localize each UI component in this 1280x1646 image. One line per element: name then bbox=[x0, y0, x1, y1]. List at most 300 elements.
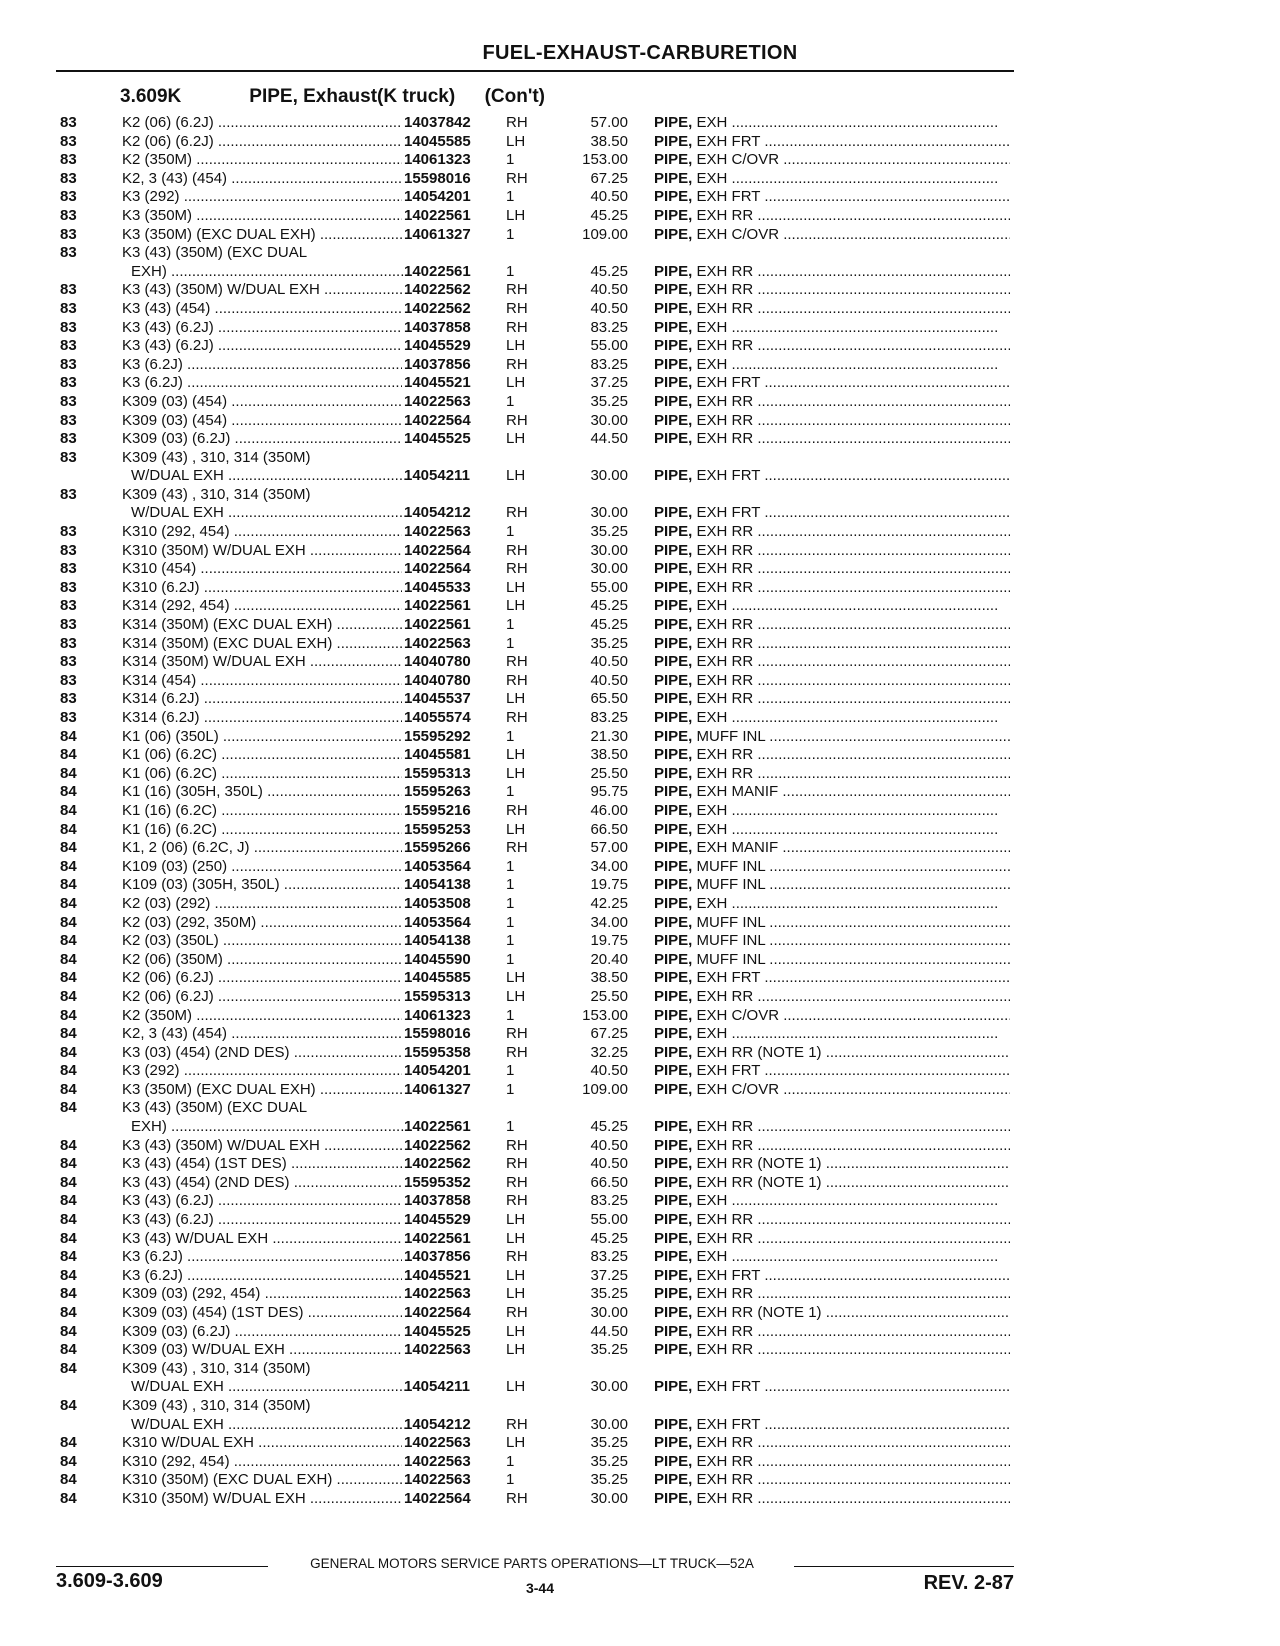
description-detail: MUFF INL bbox=[696, 727, 766, 745]
fig-number: 84 bbox=[60, 876, 77, 894]
quantity: 1 bbox=[506, 857, 515, 875]
list-price: 40.50 bbox=[590, 188, 628, 206]
quantity: LH bbox=[506, 1322, 526, 1340]
model-application: K310 (454) ..... bbox=[122, 560, 402, 579]
list-price: 83.25 bbox=[590, 318, 628, 336]
part-description bbox=[654, 430, 1010, 449]
quantity: LH bbox=[506, 969, 526, 987]
part-description bbox=[654, 542, 1010, 561]
fig-number: 83 bbox=[60, 151, 77, 169]
description-detail: EXH RR bbox=[696, 411, 754, 429]
part-number: 14022561 bbox=[404, 206, 471, 224]
table-row bbox=[0, 802, 1280, 821]
list-price: 30.00 bbox=[590, 560, 628, 578]
part-number: 14022564 bbox=[404, 1304, 471, 1321]
quantity: LH bbox=[506, 467, 526, 485]
table-row bbox=[0, 207, 1280, 226]
model-application: W/DUAL EXH ..... bbox=[131, 467, 411, 486]
description-noun: PIPE, bbox=[654, 1248, 693, 1266]
model-application: K314 (292, 454) ..... bbox=[122, 597, 402, 616]
quantity: LH bbox=[506, 1341, 526, 1359]
list-price: 65.50 bbox=[590, 690, 628, 708]
description-detail: EXH RR bbox=[696, 337, 754, 355]
fig-number: 83 bbox=[60, 244, 77, 262]
list-price: 35.25 bbox=[590, 1285, 628, 1303]
part-description bbox=[654, 728, 1010, 747]
quantity: LH bbox=[506, 1434, 526, 1452]
table-row bbox=[0, 170, 1280, 189]
description-detail: EXH RR bbox=[696, 560, 754, 578]
description-detail: EXH RR bbox=[696, 1471, 754, 1489]
model-application: K2 (03) (350L) ..... bbox=[122, 932, 402, 951]
fig-number: 83 bbox=[60, 634, 77, 652]
description-detail: EXH FRT bbox=[696, 1062, 761, 1080]
table-row bbox=[0, 728, 1280, 747]
table-row bbox=[0, 356, 1280, 375]
list-price: 95.75 bbox=[590, 783, 628, 801]
list-price: 35.25 bbox=[590, 634, 628, 652]
quantity: RH bbox=[506, 281, 528, 299]
description-noun: PIPE, bbox=[654, 430, 693, 448]
part-description bbox=[654, 412, 1010, 431]
fig-number: 84 bbox=[60, 1489, 77, 1507]
table-row bbox=[0, 914, 1280, 933]
table-row bbox=[0, 1211, 1280, 1230]
part-number: 14061327 bbox=[404, 1080, 471, 1098]
description-noun: PIPE, bbox=[654, 1434, 693, 1452]
quantity: LH bbox=[506, 430, 526, 448]
model-application: W/DUAL EXH ..... bbox=[131, 1416, 411, 1435]
table-row bbox=[0, 486, 1280, 505]
fig-number: 83 bbox=[60, 541, 77, 559]
description-detail: EXH RR bbox=[696, 299, 754, 317]
fig-number: 84 bbox=[60, 857, 77, 875]
part-description bbox=[654, 1267, 1010, 1286]
part-description bbox=[654, 579, 1010, 598]
model-application: K309 (03) W/DUAL EXH ..... bbox=[122, 1341, 402, 1360]
part-number: 14045521 bbox=[404, 374, 471, 392]
description-noun: PIPE, bbox=[654, 857, 693, 875]
table-row bbox=[0, 932, 1280, 951]
list-price: 153.00 bbox=[582, 1006, 628, 1024]
fig-number: 83 bbox=[60, 374, 77, 392]
description-detail: EXH bbox=[696, 1025, 728, 1043]
part-description bbox=[654, 1230, 1010, 1249]
description-detail: EXH MANIF bbox=[696, 839, 779, 857]
model-application: K3 (43) (350M) W/DUAL EXH ..... bbox=[122, 1137, 402, 1156]
table-row bbox=[0, 1360, 1280, 1379]
model-application: K2 (350M) ..... bbox=[122, 151, 402, 170]
part-number: 15595263 bbox=[404, 783, 471, 801]
quantity: LH bbox=[506, 764, 526, 782]
part-number: 14061323 bbox=[404, 1006, 471, 1024]
model-application: K3 (43) W/DUAL EXH ..... bbox=[122, 1230, 402, 1249]
quantity: RH bbox=[506, 1248, 528, 1266]
list-price: 45.25 bbox=[590, 206, 628, 224]
description-detail: EXH FRT bbox=[696, 1378, 761, 1396]
part-number: 14053508 bbox=[404, 894, 471, 912]
description-noun: PIPE, bbox=[654, 281, 693, 299]
description-noun: PIPE, bbox=[654, 337, 693, 355]
list-price: 45.25 bbox=[590, 262, 628, 280]
part-description bbox=[654, 1081, 1010, 1100]
footer-revision: REV. 2-87 bbox=[923, 1572, 1014, 1594]
description-noun: PIPE, bbox=[654, 709, 693, 726]
part-number: 14045581 bbox=[404, 746, 471, 764]
table-row bbox=[0, 690, 1280, 709]
fig-number: 84 bbox=[60, 1006, 77, 1024]
table-row bbox=[0, 1453, 1280, 1472]
model-application: K2 (350M) ..... bbox=[122, 1007, 402, 1026]
quantity: RH bbox=[506, 541, 528, 559]
fig-number: 84 bbox=[60, 1304, 77, 1321]
part-description bbox=[654, 914, 1010, 933]
description-noun: PIPE, bbox=[654, 392, 693, 410]
fig-number: 83 bbox=[60, 448, 77, 466]
model-application: K310 (350M) (EXC DUAL EXH) ..... bbox=[122, 1471, 402, 1490]
fig-number: 84 bbox=[60, 783, 77, 801]
list-price: 40.50 bbox=[590, 671, 628, 689]
quantity: 1 bbox=[506, 1452, 515, 1470]
description-noun: PIPE, bbox=[654, 374, 693, 392]
description-detail: EXH RR bbox=[696, 541, 754, 559]
description-noun: PIPE, bbox=[654, 764, 693, 782]
quantity: LH bbox=[506, 987, 526, 1005]
description-detail: EXH bbox=[696, 1248, 728, 1266]
table-row bbox=[0, 783, 1280, 802]
model-application: K1 (16) (305H, 350L) ..... bbox=[122, 783, 402, 802]
part-description bbox=[654, 1285, 1010, 1304]
part-number: 14022562 bbox=[404, 281, 471, 299]
list-price: 40.50 bbox=[590, 653, 628, 671]
table-row bbox=[0, 597, 1280, 616]
part-description bbox=[654, 114, 1010, 133]
table-row bbox=[0, 709, 1280, 728]
quantity: RH bbox=[506, 1192, 528, 1210]
fig-number: 84 bbox=[60, 764, 77, 782]
quantity: RH bbox=[506, 1155, 528, 1173]
table-row bbox=[0, 1267, 1280, 1286]
fig-number: 84 bbox=[60, 1099, 77, 1117]
description-noun: PIPE, bbox=[654, 206, 693, 224]
model-application: K3 (43) (454) (2ND DES) ..... bbox=[122, 1174, 402, 1193]
model-application: K3 (6.2J) ..... bbox=[122, 356, 402, 375]
part-number: 14054138 bbox=[404, 932, 471, 950]
list-price: 66.50 bbox=[590, 820, 628, 838]
quantity: RH bbox=[506, 653, 528, 671]
fig-number: 83 bbox=[60, 318, 77, 336]
list-price: 40.50 bbox=[590, 299, 628, 317]
part-number: 14022561 bbox=[404, 1229, 471, 1247]
model-application: K3 (292) ..... bbox=[122, 188, 402, 207]
part-description bbox=[654, 319, 1010, 338]
part-number: 15595253 bbox=[404, 820, 471, 838]
table-row bbox=[0, 1471, 1280, 1490]
footer-rule-left bbox=[56, 1566, 268, 1567]
model-application: K3 (6.2J) ..... bbox=[122, 1267, 402, 1286]
description-noun: PIPE, bbox=[654, 541, 693, 559]
part-number: 15595313 bbox=[404, 987, 471, 1005]
part-number: 14040780 bbox=[404, 653, 471, 671]
quantity: RH bbox=[506, 411, 528, 429]
model-application: K314 (350M) (EXC DUAL EXH) ..... bbox=[122, 616, 402, 635]
table-row bbox=[0, 1099, 1280, 1118]
table-row bbox=[0, 523, 1280, 542]
model-application: K2, 3 (43) (454) ..... bbox=[122, 1025, 402, 1044]
description-noun: PIPE, bbox=[654, 1173, 693, 1191]
fig-number: 84 bbox=[60, 1471, 77, 1489]
fig-number: 84 bbox=[60, 950, 77, 968]
fig-number: 84 bbox=[60, 1341, 77, 1359]
part-description bbox=[654, 151, 1010, 170]
list-price: 109.00 bbox=[582, 225, 628, 243]
part-description bbox=[654, 672, 1010, 691]
table-row bbox=[0, 1007, 1280, 1026]
quantity: 1 bbox=[506, 1062, 515, 1080]
quantity: RH bbox=[506, 318, 528, 336]
model-application: K309 (03) (454) (1ST DES) ..... bbox=[122, 1304, 402, 1323]
part-description bbox=[654, 467, 1010, 486]
description-noun: PIPE, bbox=[654, 950, 693, 968]
part-description bbox=[654, 1471, 1010, 1490]
description-detail: EXH FRT bbox=[696, 969, 761, 987]
model-application: EXH) ..... bbox=[131, 1118, 411, 1137]
table-row bbox=[0, 504, 1280, 523]
quantity: 1 bbox=[506, 225, 515, 243]
quantity: RH bbox=[506, 1043, 528, 1061]
part-description bbox=[654, 170, 1010, 189]
list-price: 55.00 bbox=[590, 1211, 628, 1229]
part-number: 14045537 bbox=[404, 690, 471, 708]
description-detail: EXH C/OVR bbox=[696, 225, 780, 243]
part-description bbox=[654, 821, 1010, 840]
part-description bbox=[654, 560, 1010, 579]
description-noun: PIPE, bbox=[654, 1025, 693, 1043]
description-noun: PIPE, bbox=[654, 1266, 693, 1284]
list-price: 40.50 bbox=[590, 281, 628, 299]
list-price: 35.25 bbox=[590, 1452, 628, 1470]
table-row bbox=[0, 579, 1280, 598]
description-noun: PIPE, bbox=[654, 299, 693, 317]
description-noun: PIPE, bbox=[654, 820, 693, 838]
model-application: K310 (292, 454) ..... bbox=[122, 523, 402, 542]
description-noun: PIPE, bbox=[654, 597, 693, 615]
model-application: K109 (03) (305H, 350L) ..... bbox=[122, 876, 402, 895]
description-detail: EXH RR bbox=[696, 1211, 754, 1229]
list-price: 45.25 bbox=[590, 1229, 628, 1247]
description-detail: EXH FRT bbox=[696, 374, 761, 392]
table-row bbox=[0, 876, 1280, 895]
description-noun: PIPE, bbox=[654, 1471, 693, 1489]
fig-number: 83 bbox=[60, 206, 77, 224]
description-detail: EXH RR (NOTE 1) bbox=[696, 1155, 822, 1173]
fig-number: 84 bbox=[60, 1396, 77, 1414]
part-number: 15595216 bbox=[404, 801, 471, 819]
description-detail: EXH RR bbox=[696, 634, 754, 652]
quantity: RH bbox=[506, 114, 528, 131]
table-row bbox=[0, 1304, 1280, 1323]
fig-number: 83 bbox=[60, 355, 77, 373]
fig-number: 84 bbox=[60, 969, 77, 987]
description-detail: MUFF INL bbox=[696, 913, 766, 931]
model-application: K309 (03) (6.2J) ..... bbox=[122, 430, 402, 449]
model-application: K3 (350M) (EXC DUAL EXH) ..... bbox=[122, 226, 402, 245]
part-number: 14022563 bbox=[404, 1434, 471, 1452]
table-row bbox=[0, 133, 1280, 152]
description-noun: PIPE, bbox=[654, 1211, 693, 1229]
fig-number: 84 bbox=[60, 932, 77, 950]
description-noun: PIPE, bbox=[654, 355, 693, 373]
model-application: K3 (292) ..... bbox=[122, 1062, 402, 1081]
part-number: 14037858 bbox=[404, 318, 471, 336]
fig-number: 84 bbox=[60, 839, 77, 857]
fig-number: 83 bbox=[60, 430, 77, 448]
list-price: 55.00 bbox=[590, 337, 628, 355]
part-number: 14045529 bbox=[404, 1211, 471, 1229]
table-row bbox=[0, 412, 1280, 431]
part-description bbox=[654, 281, 1010, 300]
part-number: 14037856 bbox=[404, 1248, 471, 1266]
description-noun: PIPE, bbox=[654, 225, 693, 243]
description-detail: EXH bbox=[696, 169, 728, 187]
table-row bbox=[0, 969, 1280, 988]
description-detail: EXH RR bbox=[696, 1434, 754, 1452]
list-price: 109.00 bbox=[582, 1080, 628, 1098]
table-row bbox=[0, 1323, 1280, 1342]
list-price: 45.25 bbox=[590, 616, 628, 634]
description-detail: EXH FRT bbox=[696, 1266, 761, 1284]
description-detail: EXH RR (NOTE 1) bbox=[696, 1043, 822, 1061]
list-price: 45.25 bbox=[590, 597, 628, 615]
quantity: RH bbox=[506, 1025, 528, 1043]
quantity: LH bbox=[506, 206, 526, 224]
model-application: K3 (43) (454) ..... bbox=[122, 300, 402, 319]
part-description bbox=[654, 1248, 1010, 1267]
part-number: 14045585 bbox=[404, 132, 471, 150]
list-price: 67.25 bbox=[590, 169, 628, 187]
model-application: K3 (350M) (EXC DUAL EXH) ..... bbox=[122, 1081, 402, 1100]
list-price: 35.25 bbox=[590, 1434, 628, 1452]
fig-number: 83 bbox=[60, 411, 77, 429]
model-application: K3 (03) (454) (2ND DES) ..... bbox=[122, 1044, 402, 1063]
model-application: EXH) ..... bbox=[131, 263, 411, 282]
model-application: K1 (16) (6.2C) ..... bbox=[122, 802, 402, 821]
fig-number: 84 bbox=[60, 1434, 77, 1452]
section-continued: (Con't) bbox=[484, 86, 545, 107]
description-detail: EXH RR bbox=[696, 523, 754, 541]
model-application: K3 (43) (350M) (EXC DUAL bbox=[122, 1099, 308, 1117]
table-row bbox=[0, 430, 1280, 449]
model-application: K2, 3 (43) (454) ..... bbox=[122, 170, 402, 189]
part-description bbox=[654, 374, 1010, 393]
description-detail: EXH RR (NOTE 1) bbox=[696, 1304, 822, 1321]
description-detail: EXH bbox=[696, 1192, 728, 1210]
part-description bbox=[654, 1192, 1010, 1211]
model-application: K3 (43) (6.2J) ..... bbox=[122, 337, 402, 356]
model-application: K3 (43) (6.2J) ..... bbox=[122, 1192, 402, 1211]
fig-number: 84 bbox=[60, 987, 77, 1005]
part-description bbox=[654, 895, 1010, 914]
table-row bbox=[0, 635, 1280, 654]
quantity: RH bbox=[506, 709, 528, 726]
quantity: LH bbox=[506, 1266, 526, 1284]
model-application: K314 (350M) (EXC DUAL EXH) ..... bbox=[122, 635, 402, 654]
quantity: 1 bbox=[506, 783, 515, 801]
quantity: 1 bbox=[506, 634, 515, 652]
part-number: 14045521 bbox=[404, 1266, 471, 1284]
description-detail: EXH C/OVR bbox=[696, 1006, 780, 1024]
table-row bbox=[0, 188, 1280, 207]
description-detail: EXH RR bbox=[696, 430, 754, 448]
quantity: RH bbox=[506, 839, 528, 857]
part-number: 14045525 bbox=[404, 1322, 471, 1340]
table-row bbox=[0, 821, 1280, 840]
quantity: 1 bbox=[506, 616, 515, 634]
list-price: 40.50 bbox=[590, 1155, 628, 1173]
quantity: RH bbox=[506, 299, 528, 317]
part-number: 14022563 bbox=[404, 1285, 471, 1303]
part-description bbox=[654, 616, 1010, 635]
model-application: K109 (03) (250) ..... bbox=[122, 858, 402, 877]
description-detail: EXH C/OVR bbox=[696, 151, 780, 169]
part-description bbox=[654, 1434, 1010, 1453]
table-row bbox=[0, 226, 1280, 245]
part-number: 14022563 bbox=[404, 1452, 471, 1470]
model-application: K310 (6.2J) ..... bbox=[122, 579, 402, 598]
table-row bbox=[0, 1137, 1280, 1156]
model-application: K2 (06) (6.2J) ..... bbox=[122, 988, 402, 1007]
table-row bbox=[0, 746, 1280, 765]
table-row bbox=[0, 467, 1280, 486]
description-detail: EXH bbox=[696, 318, 728, 336]
part-description bbox=[654, 1155, 1010, 1174]
part-description bbox=[654, 1490, 1010, 1509]
table-row bbox=[0, 560, 1280, 579]
description-detail: EXH RR bbox=[696, 1136, 754, 1154]
list-price: 35.25 bbox=[590, 1471, 628, 1489]
description-noun: PIPE, bbox=[654, 1229, 693, 1247]
fig-number: 84 bbox=[60, 1192, 77, 1210]
model-application: K2 (06) (6.2J) ..... bbox=[122, 133, 402, 152]
fig-number: 83 bbox=[60, 299, 77, 317]
description-noun: PIPE, bbox=[654, 727, 693, 745]
fig-number: 83 bbox=[60, 709, 77, 726]
model-application: K310 (292, 454) ..... bbox=[122, 1453, 402, 1472]
list-price: 57.00 bbox=[590, 839, 628, 857]
description-noun: PIPE, bbox=[654, 1489, 693, 1507]
description-noun: PIPE, bbox=[654, 894, 693, 912]
list-price: 42.25 bbox=[590, 894, 628, 912]
list-price: 30.00 bbox=[590, 1378, 628, 1396]
part-description bbox=[654, 653, 1010, 672]
description-noun: PIPE, bbox=[654, 616, 693, 634]
quantity: 1 bbox=[506, 950, 515, 968]
quantity: 1 bbox=[506, 932, 515, 950]
quantity: 1 bbox=[506, 727, 515, 745]
part-number: 15598016 bbox=[404, 169, 471, 187]
list-price: 30.00 bbox=[590, 467, 628, 485]
part-description bbox=[654, 1137, 1010, 1156]
description-detail: EXH RR bbox=[696, 987, 754, 1005]
list-price: 34.00 bbox=[590, 913, 628, 931]
fig-number: 83 bbox=[60, 114, 77, 131]
part-description bbox=[654, 263, 1010, 282]
part-number: 14022561 bbox=[404, 616, 471, 634]
part-number: 14053564 bbox=[404, 913, 471, 931]
description-detail: EXH MANIF bbox=[696, 783, 779, 801]
part-description bbox=[654, 1211, 1010, 1230]
description-noun: PIPE, bbox=[654, 839, 693, 857]
